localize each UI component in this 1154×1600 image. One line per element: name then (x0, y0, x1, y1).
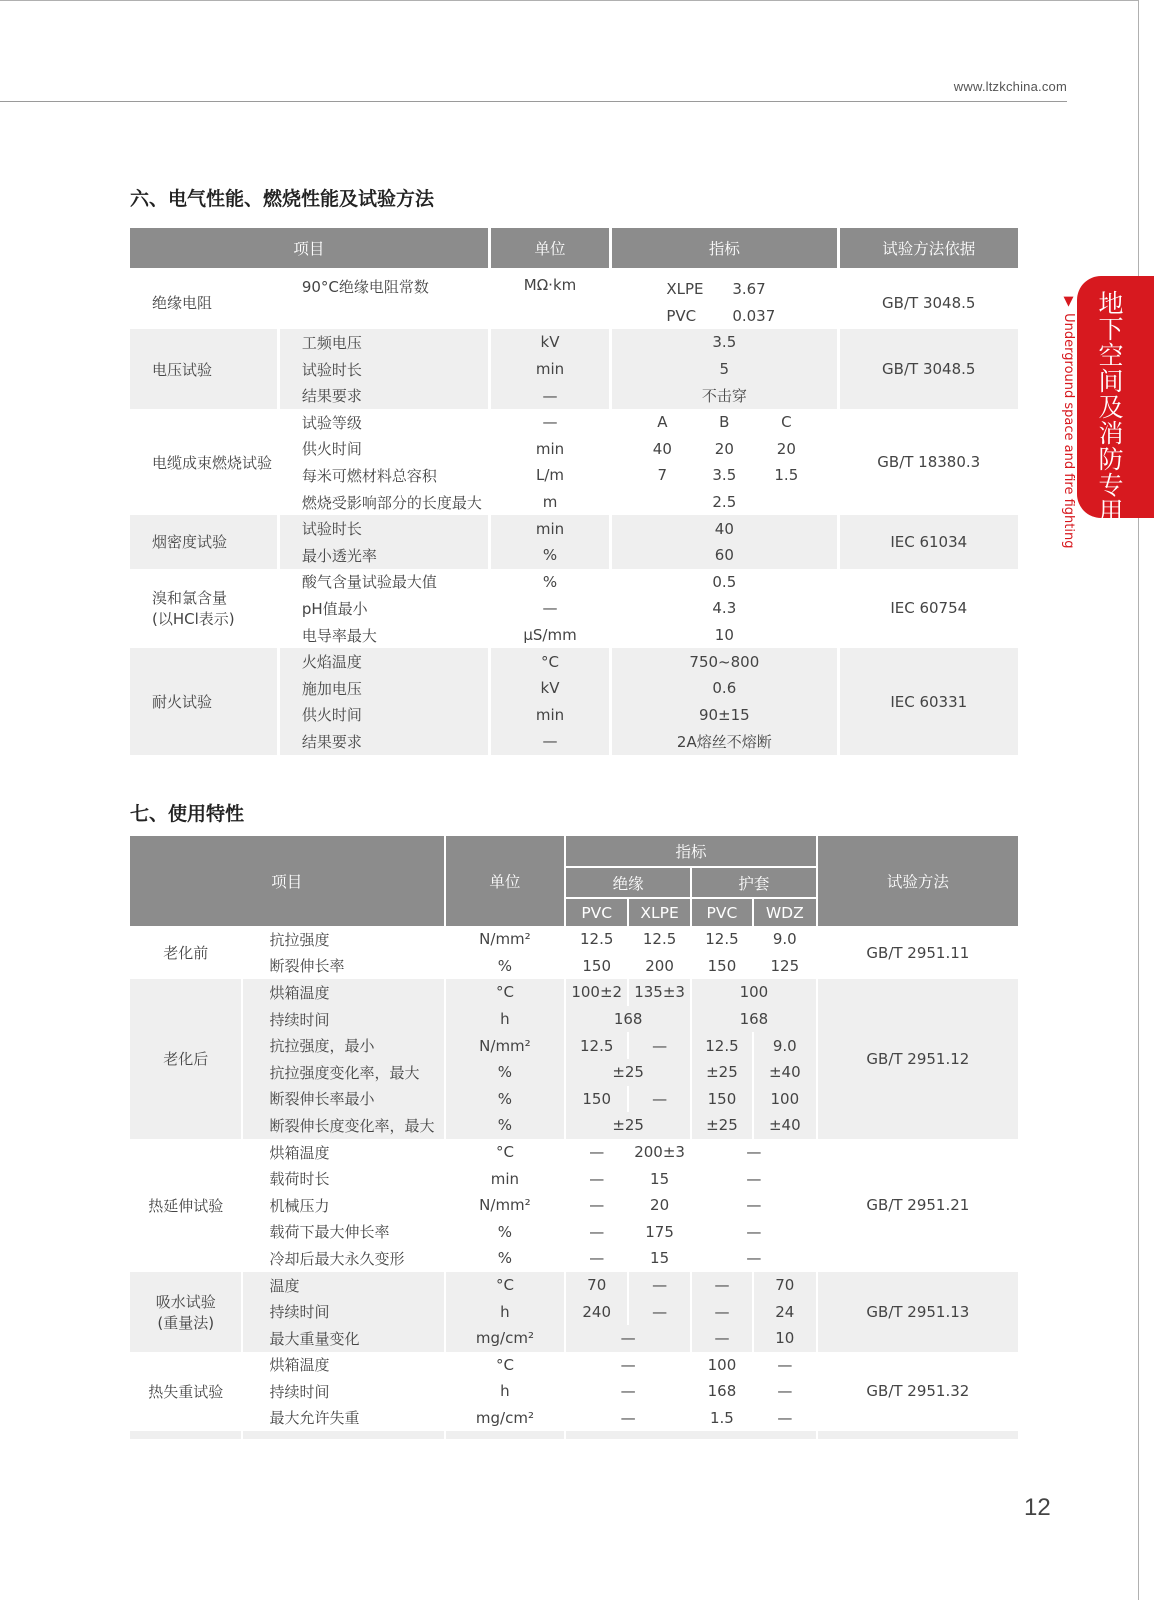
row-unit: % (446, 1112, 565, 1139)
row-unit: h (446, 1378, 565, 1405)
row-sub: 持续时间 (243, 1006, 443, 1033)
row-unit: % (446, 953, 565, 980)
table-row: 热延伸试验 烘箱温度 °C — 200±3 — GB/T 2951.21 (130, 1139, 1018, 1166)
table-row: 抗拉强度，最小 N/mm² 12.5 — 12.5 9.0 (130, 1032, 1018, 1059)
col-index: 指标 (566, 836, 816, 868)
row-value: 60 (612, 542, 836, 569)
row-unit: mg/cm² (446, 1325, 565, 1352)
table-row: 老化前 抗拉强度 N/mm² 12.5 12.5 12.5 9.0 GB/T 2951.11 (130, 926, 1018, 953)
row-name: 耐火试验 (130, 648, 277, 754)
row-method: GB/T 2951.13 (818, 1272, 1018, 1352)
row-unit: — (491, 382, 609, 409)
row-value: 750~800 (612, 648, 836, 675)
row-value: 40 (612, 515, 836, 542)
table-row: 断裂伸长度变化率，最大 % ±25 ±25 ±40 (130, 1112, 1018, 1139)
right-border (1138, 0, 1139, 1600)
row-unit: kV (491, 675, 609, 702)
row-sub: 断裂伸长度变化率，最大 (243, 1112, 443, 1139)
header-rule (0, 101, 1067, 102)
row-sub: 结果要求 (280, 728, 488, 755)
row-method: IEC 61034 (840, 515, 1019, 568)
row-value: 0.5 (612, 569, 836, 596)
row-sub: 燃烧受影响部分的长度最大 (280, 489, 488, 516)
website-url: www.ltzkchina.com (953, 79, 1067, 94)
row-value: A B C (612, 409, 836, 436)
row-name: 吸水试验 (重量法) (130, 1272, 241, 1352)
table-row: 载荷下最大伸长率 % — 175 — (130, 1219, 1018, 1246)
row-sub: 供火时间 (280, 436, 488, 463)
row-method: GB/T 3048.5 (840, 329, 1019, 409)
row-unit: h (446, 1298, 565, 1325)
row-sub: 持续时间 (243, 1378, 443, 1405)
row-sub: 抗拉强度 (243, 926, 443, 953)
row-sub: 机械压力 (243, 1192, 443, 1219)
row-name: 热延伸试验 (130, 1139, 241, 1272)
col-unit: 单位 (446, 836, 565, 926)
row-name: 溴和氯含量 (以HCl表示) (130, 569, 277, 649)
col-unit: 单位 (491, 228, 609, 268)
row-unit: min (491, 436, 609, 463)
row-sub: 持续时间 (243, 1298, 443, 1325)
row-unit: °C (446, 979, 565, 1006)
row-unit: °C (446, 1139, 565, 1166)
row-sub: 断裂伸长率 (243, 953, 443, 980)
row-unit: min (446, 1165, 565, 1192)
table-row: 持续时间 h 168 168 (130, 1006, 1018, 1033)
row-sub: 烘箱温度 (243, 1352, 443, 1379)
row-name: 老化后 (130, 979, 241, 1139)
row-unit: mg/cm² (446, 1405, 565, 1432)
row-unit: MΩ·km (491, 276, 609, 329)
row-sub: 电导率最大 (280, 622, 488, 649)
row-sub: 最小透光率 (280, 542, 488, 569)
table-row: 老化后 烘箱温度 °C 100±2 135±3 100 GB/T 2951.12 (130, 979, 1018, 1006)
row-value: 5 (612, 356, 836, 383)
col-method: 试验方法 (818, 836, 1018, 926)
row-sub: 断裂伸长率最小 (243, 1086, 443, 1113)
table-row: 持续时间 h 240 — — 24 (130, 1298, 1018, 1325)
table-row (130, 648, 1018, 675)
row-unit: °C (446, 1352, 565, 1379)
row-sub: 试验等级 (280, 409, 488, 436)
row-unit: N/mm² (446, 1032, 565, 1059)
row-sub: 最大重量变化 (243, 1325, 443, 1352)
row-sub: 载荷时长 (243, 1165, 443, 1192)
row-value: 10 (612, 622, 836, 649)
row-method: GB/T 18380.3 (840, 409, 1019, 515)
table-header (130, 836, 1018, 868)
row-sub: 温度 (243, 1272, 443, 1299)
col-index: 指标 (612, 228, 836, 268)
table-row (130, 329, 1018, 356)
row-unit: °C (491, 648, 609, 675)
row-value: 4.3 (612, 595, 836, 622)
row-sub: 酸气含量试验最大值 (280, 569, 488, 596)
table-row (130, 409, 1018, 436)
row-unit: N/mm² (446, 1192, 565, 1219)
row-method: IEC 60331 (840, 648, 1019, 754)
row-sub: 试验时长 (280, 515, 488, 542)
table-row: 冷却后最大永久变形 % — 15 — (130, 1245, 1018, 1272)
row-value: XLPE 3.67 (612, 276, 836, 303)
row-sub: 烘箱温度 (243, 1139, 443, 1166)
row-sub: 抗拉强度，最小 (243, 1032, 443, 1059)
table-row: 载荷时长 min — 15 — (130, 1165, 1018, 1192)
table-header (130, 228, 1018, 268)
usage-table (128, 836, 1020, 1439)
row-method: GB/T 2951.21 (818, 1139, 1018, 1272)
top-border (0, 0, 1138, 1)
table-row: 吸水试验 (重量法) 温度 °C 70 — — 70 GB/T 2951.13 (130, 1272, 1018, 1299)
table-row: 断裂伸长率最小 % 150 — 150 100 (130, 1086, 1018, 1113)
table-row: 最大重量变化 mg/cm² — — 10 (130, 1325, 1018, 1352)
col-pvc: PVC (566, 899, 627, 926)
side-tab-english: ▼ Underground space and fire fighting (1061, 294, 1076, 549)
row-value: 7 3.5 1.5 (612, 462, 836, 489)
col-sheath: 护套 (692, 868, 816, 899)
row-unit: h (446, 1006, 565, 1033)
row-unit: % (446, 1086, 565, 1113)
row-sub: 抗拉强度变化率，最大 (243, 1059, 443, 1086)
row-unit: min (491, 356, 609, 383)
row-unit: min (491, 702, 609, 729)
section7-title: 七、使用特性 (130, 803, 245, 825)
row-value: 40 20 20 (612, 436, 836, 463)
row-unit: — (491, 728, 609, 755)
row-unit: % (446, 1059, 565, 1086)
row-sub: 冷却后最大永久变形 (243, 1245, 443, 1272)
row-unit: m (491, 489, 609, 516)
row-sub: 火焰温度 (280, 648, 488, 675)
table-row: 断裂伸长率 % 150 200 150 125 (130, 953, 1018, 980)
row-method: GB/T 3048.5 (840, 276, 1019, 329)
table-row: 机械压力 N/mm² — 20 — (130, 1192, 1018, 1219)
row-unit: % (446, 1245, 565, 1272)
row-method: GB/T 2951.12 (818, 979, 1018, 1139)
electrical-table (127, 228, 1021, 755)
row-sub: pH值最小 (280, 595, 488, 622)
row-unit: % (491, 569, 609, 596)
row-unit: μS/mm (491, 622, 609, 649)
row-name: 绝缘电阻 (130, 276, 277, 329)
row-value: 3.5 (612, 329, 836, 356)
row-sub: 最大允许失重 (243, 1405, 443, 1432)
table-row (130, 276, 1018, 303)
col-wdz: WDZ (754, 899, 816, 926)
row-value: 2A熔丝不熔断 (612, 728, 836, 755)
row-sub: 载荷下最大伸长率 (243, 1219, 443, 1246)
table-row (130, 515, 1018, 542)
row-sub: 试验时长 (280, 356, 488, 383)
row-name: 热失重试验 (130, 1352, 241, 1432)
row-name: 电缆成束燃烧试验 (130, 409, 277, 515)
row-unit: °C (446, 1272, 565, 1299)
row-name: 电压试验 (130, 329, 277, 409)
row-unit: — (491, 595, 609, 622)
row-sub: 烘箱温度 (243, 979, 443, 1006)
side-tab-label: 地下空间及消防专用 (1095, 290, 1124, 524)
table-row: 热失重试验 烘箱温度 °C — 100 — GB/T 2951.32 (130, 1352, 1018, 1379)
row-method: GB/T 2951.11 (818, 926, 1018, 979)
row-sub: 供火时间 (280, 702, 488, 729)
row-unit: N/mm² (446, 926, 565, 953)
table-row: 最大允许失重 mg/cm² — 1.5 — (130, 1405, 1018, 1432)
section6-title: 六、电气性能、燃烧性能及试验方法 (130, 188, 435, 210)
row-sub: 工频电压 (280, 329, 488, 356)
row-sub: 每米可燃材料总容积 (280, 462, 488, 489)
table-row: 持续时间 h — 168 — (130, 1378, 1018, 1405)
row-value: 0.6 (612, 675, 836, 702)
row-value: 不击穿 (612, 382, 836, 409)
row-unit: % (491, 542, 609, 569)
row-value: 2.5 (612, 489, 836, 516)
col-method: 试验方法依据 (840, 228, 1019, 268)
table-row: 抗拉强度变化率，最大 % ±25 ±25 ±40 (130, 1059, 1018, 1086)
row-unit: % (446, 1219, 565, 1246)
row-sub: 结果要求 (280, 382, 488, 409)
row-unit: min (491, 515, 609, 542)
row-unit: L/m (491, 462, 609, 489)
col-item: 项目 (130, 836, 444, 926)
row-unit: — (491, 409, 609, 436)
row-method: GB/T 2951.32 (818, 1352, 1018, 1432)
row-name: 烟密度试验 (130, 515, 277, 568)
row-value: 90±15 (612, 702, 836, 729)
col-item: 项目 (130, 228, 488, 268)
page-number: 12 (1024, 1494, 1051, 1521)
table-row (130, 569, 1018, 596)
col-xlpe: XLPE (629, 899, 690, 926)
row-sub: 90°C绝缘电阻常数 (280, 276, 488, 329)
row-sub: 施加电压 (280, 675, 488, 702)
col-insulation: 绝缘 (566, 868, 690, 899)
row-value: PVC 0.037 (612, 303, 836, 330)
col-pvc-sheath: PVC (692, 899, 752, 926)
row-name: 老化前 (130, 926, 241, 979)
row-method: IEC 60754 (840, 569, 1019, 649)
row-unit: kV (491, 329, 609, 356)
